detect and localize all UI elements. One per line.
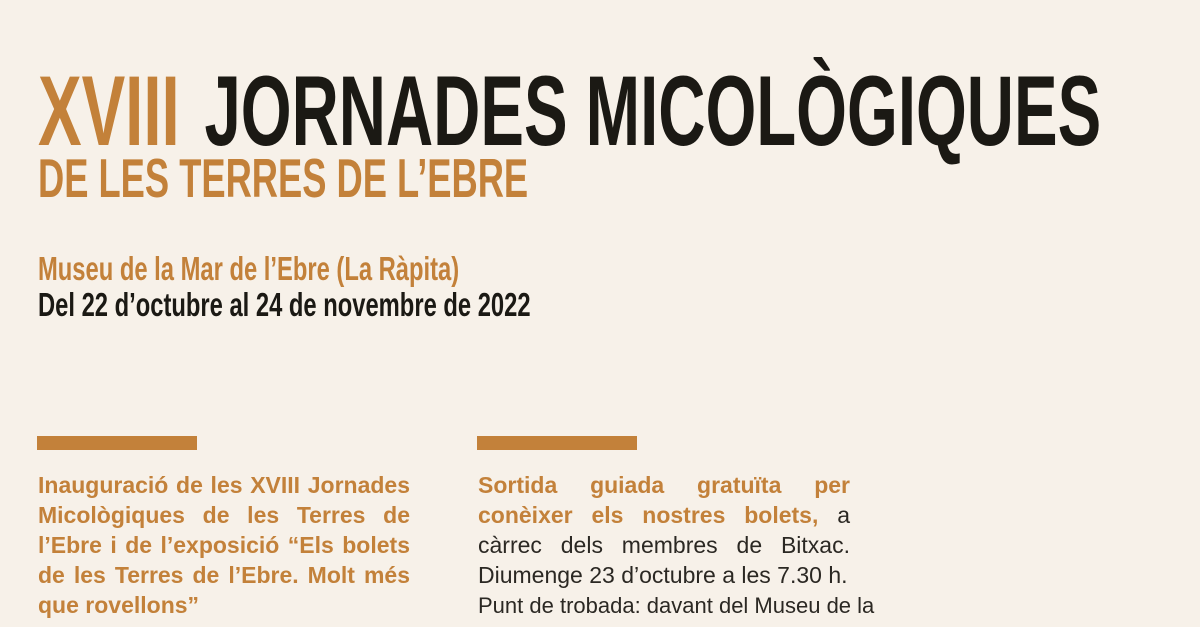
section-divider-bar-left — [37, 436, 197, 450]
page-subtitle: DE LES TERRES DE L’EBRE — [38, 147, 529, 209]
page-title — [38, 55, 1102, 166]
event-inauguration-description: Inauguració de les XVIII Jornades Micològiques de les Terres de l’Ebre i de l’exposició “Els bolets de les Terres de l’Ebre. Molt més que rovellons” — [38, 472, 410, 618]
event-guided-walk-lead-text: Sortida guiada gratuïta per conèixer els nostres bolets, — [478, 472, 850, 528]
title-edition-number: XVIII — [38, 55, 180, 166]
event-guided-walk-details-text: a càrrec dels membres de Bitxac. Diumenge 23 d’octubre a les 7.30 h. — [478, 502, 851, 588]
venue-line: Museu de la Mar de l’Ebre (La Ràpita) — [38, 250, 460, 287]
title-main-text: JORNADES MICOLÒGIQUES — [204, 55, 1102, 166]
section-divider-bar-right — [477, 436, 637, 450]
meeting-point-line: Punt de trobada: davant del Museu de la — [478, 593, 875, 618]
event-guided-walk-description — [478, 470, 850, 590]
date-range-line: Del 22 d’octubre al 24 de novembre de 2022 — [38, 286, 531, 323]
